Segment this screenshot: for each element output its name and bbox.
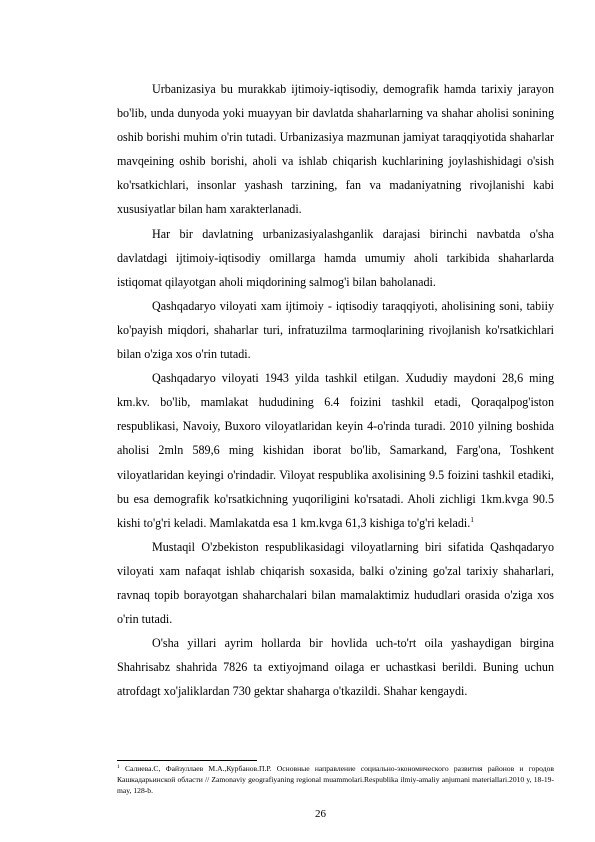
paragraph-urbanization-level: Har bir davlatning urbanizasiyalashganlik darajasi birinchi navbatda o'sha davlatdagi ijtimoiy-iqtisodiy omillarga hamda umumiy aholi tarkibida shaharlarda istiqomat qilayotgan aholi miqdorining salmog'i bilan baholanadi. xyxy=(117,226,554,289)
footnote xyxy=(117,763,554,797)
page-number-container xyxy=(0,808,595,820)
footnote-text: Салиева.С, Файзуллаев М.А.,Курбанов.П.Р. Основные направление социально-экономического развития районов и городов Кашкадарьинской области // Zamonaviy geografiyaning regional muammolari.Respublika ilmiy-amaliy anjumani materiallari.2010 y, 18-19-may, 128-b. xyxy=(117,764,554,796)
footnote-reference: 1 xyxy=(470,515,474,524)
paragraph-qashqadaryo-role: Mustaqil O'zbekiston respublikasidagi viloyatlarning biri sifatida Qashqadaryo viloyati xam nafaqat ishlab chiqarish soxasida, balki o'zining go'zal tarixiy shaharlari, ravnaq topib borayotgan shaharchalari bilan mamalaktimiz hududlari orasida o'ziga xos o'rin tutadi. xyxy=(117,539,554,627)
paragraph-qashqadaryo-facts xyxy=(117,366,554,535)
footnote-separator xyxy=(117,760,257,761)
footnote-marker: 1 xyxy=(117,764,120,770)
paragraph-urbanization-definition: Urbanizasiya bu murakkab ijtimoiy-iqtisodiy, demografik hamda tarixiy jarayon bo'lib, unda dunyoda yoki muayyan bir davlatda shaharlarning va shahar aholisi sonining oshib borishi muhim o'rin tutadi. Urbanizasiya mazmunan jamiyat taraqqiyotida shaharlar mavqeining oshib borishi, aholi va ishlab chiqarish kuchlarining joylashishidagi o'sish ko'rsatkichlari, insonlar yashash tarzining, fan va madaniyatning rivojlanishi kabi xususiyatlar bilan ham xarakterlanadi. xyxy=(117,82,554,217)
paragraph-qashqadaryo-facts-text: Qashqadaryo viloyati 1943 yilda tashkil etilgan. Xududiy maydoni 28,6 ming km.kv. bo'lib, mamlakat hududining 6.4 foizini tashkil etadi, Qoraqalpog'iston respublikasi, Navoiy, Buxoro viloyatlaridan keyin 4-o'rinda turadi. 2010 yilning boshida aholisi 2mln 589,6 ming kishidan iborat bo'lib, Samarkand, Farg'ona, Toshkent viloyatlaridan keyingi o'rindadir. Viloyat respublika axolisining 9.5 foizini tashkil etadiki, bu esa demografik ko'rsatkichning yuqoriligini ko'rsatadi. Aholi zichligi 1km.kvga 90.5 kishi to'g'ri keladi. Mamlakatda esa 1 km.kvga 61,3 kishiga to'g'ri keladi. xyxy=(117,371,554,530)
paragraph-qashqadaryo-development: Qashqadaryo viloyati xam ijtimoiy - iqtisodiy taraqqiyoti, aholisining soni, tabiiy ko'payish miqdori, shaharlar turi, infratuzilma tarmoqlarining rivojlanish ko'rsatkichlari bilan o'ziga xos o'rin tutadi. xyxy=(117,298,554,362)
paragraph-shahrisabz: O'sha yillari ayrim hollarda bir hovlida uch-to'rt oila yashaydigan birgina Shahrisabz shahrida 7826 ta extiyojmand oilaga er uchastkasi berildi. Buning uchun atrofdagt xo'jaliklardan 730 gektar shaharga o'tkazildi. Shahar kengaydi. xyxy=(117,636,554,699)
page-number: 26 xyxy=(315,808,326,820)
body-text xyxy=(117,77,554,703)
